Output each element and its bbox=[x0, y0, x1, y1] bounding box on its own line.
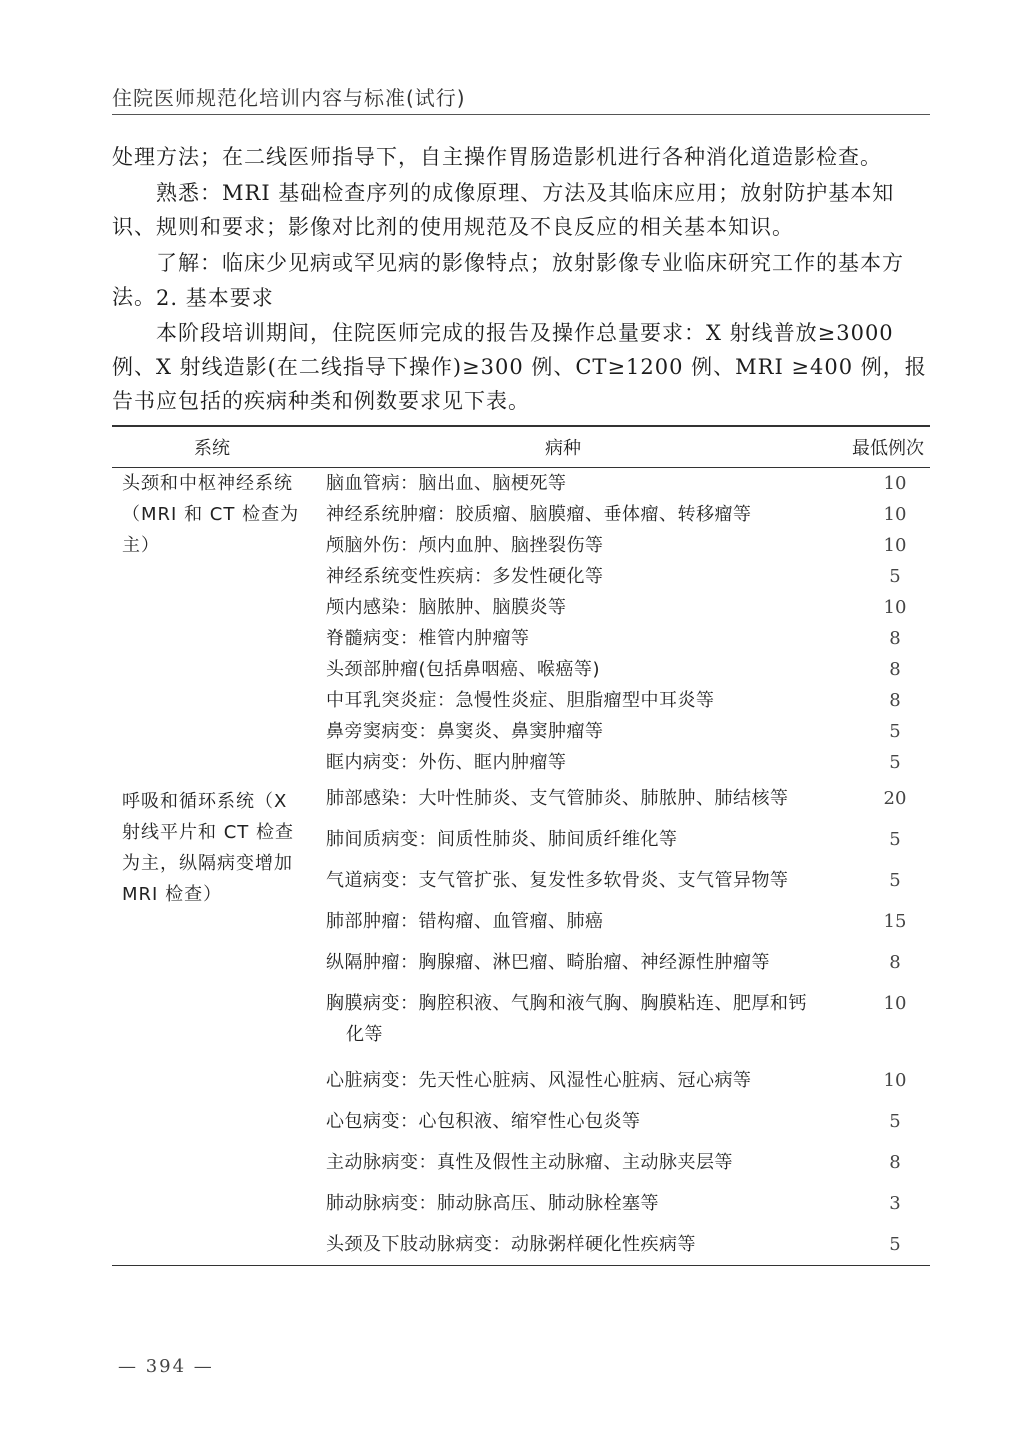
disease-cell: 肺间质病变：间质性肺炎、肺间质纤维化等 bbox=[326, 829, 678, 850]
disease-cell: 头颈部肿瘤(包括鼻咽癌、喉癌等) bbox=[326, 659, 601, 680]
min-count-cell: 5 bbox=[889, 566, 901, 587]
disease-text-continued: 化等 bbox=[346, 1024, 383, 1045]
disease-cell: 眶内病变：外伤、眶内肿瘤等 bbox=[326, 752, 567, 773]
disease-cell: 脊髓病变：椎管内肿瘤等 bbox=[326, 628, 530, 649]
disease-cell: 主动脉病变：真性及假性主动脉瘤、主动脉夹层等 bbox=[326, 1152, 733, 1173]
header-disease: 病种 bbox=[545, 438, 581, 459]
min-count-cell: 20 bbox=[883, 788, 907, 809]
disease-cell: 颅脑外伤：颅内血肿、脑挫裂伤等 bbox=[326, 535, 604, 556]
table-header-row bbox=[112, 426, 930, 468]
min-count-cell: 15 bbox=[883, 911, 907, 932]
min-count-cell: 8 bbox=[889, 690, 901, 711]
paragraph-familiar: 熟悉：MRI 基础检查序列的成像原理、方法及其临床应用；放射防护基本知识、规则和要求；影像对比剂的使用规范及不良反应的相关基本知识。 bbox=[112, 181, 895, 239]
table-row bbox=[112, 468, 930, 500]
min-count-cell: 5 bbox=[889, 1234, 901, 1255]
min-count-cell: 10 bbox=[883, 1070, 907, 1091]
disease-cell: 肺部肿瘤：错构瘤、血管瘤、肺癌 bbox=[326, 911, 604, 932]
header-rule bbox=[112, 114, 930, 115]
header-min-count: 最低例次 bbox=[852, 438, 924, 459]
min-count-cell: 10 bbox=[883, 993, 907, 1014]
paragraph-understand: 了解：临床少见病或罕见病的影像特点；放射影像专业临床研究工作的基本方法。 bbox=[112, 251, 904, 309]
disease-cell: 头颈及下肢动脉病变：动脉粥样硬化性疾病等 bbox=[326, 1234, 696, 1255]
min-count-cell: 10 bbox=[883, 504, 907, 525]
header-system: 系统 bbox=[194, 438, 230, 459]
min-count-cell: 8 bbox=[889, 659, 901, 680]
min-count-cell: 10 bbox=[883, 473, 907, 494]
disease-cell: 心脏病变：先天性心脏病、风湿性心脏病、冠心病等 bbox=[326, 1070, 752, 1091]
system-cell: 头颈和中枢神经系统（MRI 和 CT 检查为主） bbox=[122, 473, 300, 556]
disease-cell: 颅内感染：脑脓肿、脑膜炎等 bbox=[326, 597, 567, 618]
min-count-cell: 10 bbox=[883, 535, 907, 556]
page-number: — 394 — bbox=[118, 1356, 214, 1377]
section-heading-basic-requirements: 2. 基本要求 bbox=[156, 286, 274, 310]
min-count-cell: 5 bbox=[889, 721, 901, 742]
disease-cell: 脑血管病：脑出血、脑梗死等 bbox=[326, 473, 567, 494]
disease-cell: 神经系统肿瘤：胶质瘤、脑膜瘤、垂体瘤、转移瘤等 bbox=[326, 504, 752, 525]
paragraph-procedures: 处理方法；在二线医师指导下，自主操作胃肠造影机进行各种消化道造影检查。 bbox=[112, 145, 882, 169]
min-count-cell: 5 bbox=[889, 870, 901, 891]
disease-cell: 中耳乳突炎症：急慢性炎症、胆脂瘤型中耳炎等 bbox=[326, 690, 715, 711]
min-count-cell: 8 bbox=[889, 1152, 901, 1173]
table-row bbox=[112, 778, 930, 819]
disease-cell: 肺部感染：大叶性肺炎、支气管肺炎、肺脓肿、肺结核等 bbox=[326, 788, 789, 809]
disease-cell: 心包病变：心包积液、缩窄性心包炎等 bbox=[326, 1111, 641, 1132]
min-count-cell: 5 bbox=[889, 1111, 901, 1132]
min-count-cell: 10 bbox=[883, 597, 907, 618]
disease-cell: 鼻旁窦病变：鼻窦炎、鼻窦肿瘤等 bbox=[326, 721, 604, 742]
disease-cell: 气道病变：支气管扩张、复发性多软骨炎、支气管异物等 bbox=[326, 870, 789, 891]
system-cell: 呼吸和循环系统（X 射线平片和 CT 检查为主，纵隔病变增加 MRI 检查） bbox=[122, 791, 295, 905]
min-count-cell: 5 bbox=[889, 829, 901, 850]
disease-text: 胸膜病变：胸腔积液、气胸和液气胸、胸膜粘连、肥厚和钙 bbox=[326, 993, 807, 1014]
disease-cell bbox=[312, 983, 814, 1060]
min-count-cell: 5 bbox=[889, 752, 901, 773]
min-count-cell: 3 bbox=[889, 1193, 901, 1214]
paragraph-requirements: 本阶段培训期间，住院医师完成的报告及操作总量要求：X 射线普放≥3000 例、X 射线造影(在二线指导下操作)≥300 例、CT≥1200 例、MRI ≥400 例，报告书应包括的疾病种类和例数要求见下表。 bbox=[112, 321, 927, 413]
disease-cell: 神经系统变性疾病：多发性硬化等 bbox=[326, 566, 604, 587]
min-count-cell: 8 bbox=[889, 628, 901, 649]
running-header: 住院医师规范化培训内容与标准(试行) bbox=[112, 86, 466, 110]
min-count-cell: 8 bbox=[889, 952, 901, 973]
disease-cell: 肺动脉病变：肺动脉高压、肺动脉栓塞等 bbox=[326, 1193, 659, 1214]
disease-cell: 纵隔肿瘤：胸腺瘤、淋巴瘤、畸胎瘤、神经源性肿瘤等 bbox=[326, 952, 770, 973]
disease-requirements-table bbox=[112, 425, 930, 1266]
